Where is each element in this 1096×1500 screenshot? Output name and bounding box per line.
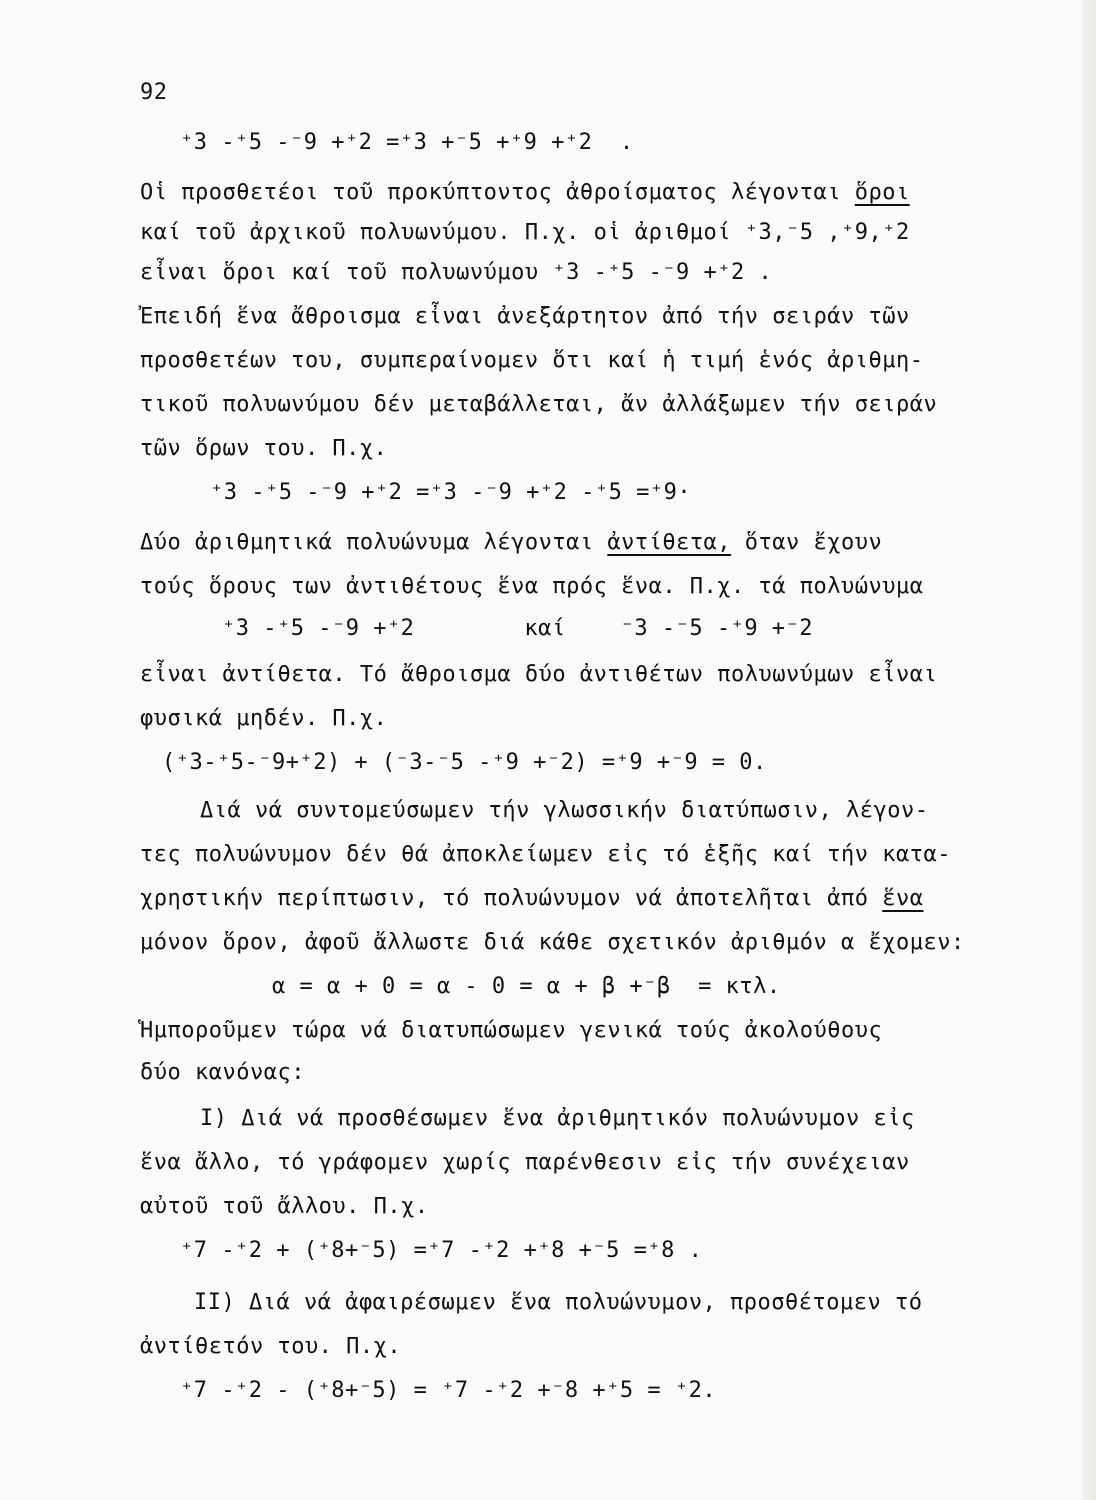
- text-span: χρηστικήν περίπτωσιν, τό πολυώνυμον νά ἀποτελῆται ἀπό: [140, 886, 883, 911]
- text-line: Ἡμποροῦμεν τώρα νά διατυπώσωμεν γενικά τούς ἀκολούθους: [140, 1018, 883, 1043]
- text-line: τούς ὅρους των ἀντιθέτους ἕνα πρός ἕνα. Π.χ. τά πολυώνυμα: [140, 574, 924, 599]
- equation-line: ⁺7 -⁺2 - (⁺8+⁻5) = ⁺7 -⁺2 +⁻8 +⁺5 = ⁺2.: [180, 1378, 717, 1403]
- text-line: Ἐπειδή ἕνα ἄθροισμα εἶναι ἀνεξάρτητον ἀπό τήν σειράν τῶν: [140, 304, 910, 329]
- text-line: ἀντίθετόν του. Π.χ.: [140, 1334, 402, 1359]
- text-span: ὅταν ἔχουν: [731, 530, 883, 555]
- page-number: 92: [140, 80, 168, 105]
- text-line: αὐτοῦ τοῦ ἄλλου. Π.χ.: [140, 1194, 429, 1219]
- equation-line: ⁺3 -⁺5 -⁻9 +⁺2 καί ⁻3 -⁻5 -⁺9 +⁻2: [222, 616, 814, 641]
- text-line: δύο κανόνας:: [140, 1060, 305, 1085]
- text-line: εἶναι ὅροι καί τοῦ πολυωνύμου ⁺3 -⁺5 -⁻9 +⁺2 .: [140, 260, 773, 285]
- rule-heading: II) Διά νά ἀφαιρέσωμεν ἕνα πολυώνυμον, προσθέτομεν τό: [194, 1290, 923, 1315]
- text-line: Διά νά συντομεύσωμεν τήν γλωσσικήν διατύπωσιν, λέγον-: [200, 798, 929, 823]
- underlined-term: ἀντίθετα,: [607, 530, 732, 555]
- text-span: Δύο ἀριθμητικά πολυώνυμα λέγονται: [140, 530, 608, 555]
- text-line: ἕνα ἄλλο, τό γράφομεν χωρίς παρένθεσιν εἰς τήν συνέχειαν: [140, 1150, 910, 1175]
- underlined-term: ἕνα: [882, 886, 924, 911]
- text-line: τῶν ὅρων του. Π.χ.: [140, 436, 388, 461]
- equation-line: (⁺3-⁺5-⁻9+⁺2) + (⁻3-⁻5 -⁺9 +⁻2) =⁺9 +⁻9 = 0.: [162, 750, 767, 775]
- equation-line: ⁺7 -⁺2 + (⁺8+⁻5) =⁺7 -⁺2 +⁺8 +⁻5 =⁺8 .: [180, 1238, 703, 1263]
- text-line: [140, 528, 882, 562]
- text-line: προσθετέων του, συμπεραίνομεν ὅτι καί ἡ τιμή ἑνός ἀριθμη-: [140, 348, 924, 373]
- text-line: τες πολυώνυμον δέν θά ἀποκλείωμεν εἰς τό ἑξῆς καί τήν κατα-: [140, 842, 951, 867]
- text-line: καί τοῦ ἀρχικοῦ πολυωνύμου. Π.χ. οἱ ἀριθμοί ⁺3,⁻5 ,⁺9,⁺2: [140, 220, 910, 245]
- underlined-term: ὅροι: [854, 180, 910, 205]
- page-edge-shadow: [1082, 0, 1096, 1500]
- text-line: [140, 884, 924, 918]
- rule-heading: I) Διά νά προσθέσωμεν ἕνα ἀριθμητικόν πολυώνυμον εἰς: [200, 1106, 915, 1131]
- text-line: [140, 178, 910, 212]
- text-line: φυσικά μηδέν. Π.χ.: [140, 706, 388, 731]
- equation-line: α = α + 0 = α - 0 = α + β +⁻β = κτλ.: [272, 974, 781, 999]
- equation-line: ⁺3 -⁺5 -⁻9 +⁺2 =⁺3 -⁻9 +⁺2 -⁺5 =⁺9·: [210, 480, 692, 505]
- equation-line: ⁺3 -⁺5 -⁻9 +⁺2 =⁺3 +⁻5 +⁺9 +⁺2 .: [180, 130, 634, 155]
- text-line: τικοῦ πολυωνύμου δέν μεταβάλλεται, ἄν ἀλλάξωμεν τήν σειράν: [140, 392, 938, 417]
- text-span: Οἱ προσθετέοι τοῦ προκύπτοντος ἀθροίσματος λέγονται: [140, 180, 855, 205]
- text-line: μόνον ὅρον, ἀφοῦ ἄλλωστε διά κάθε σχετικόν ἀριθμόν α ἔχομεν:: [140, 930, 965, 955]
- text-line: εἶναι ἀντίθετα. Τό ἄθροισμα δύο ἀντιθέτων πολυωνύμων εἶναι: [140, 662, 938, 687]
